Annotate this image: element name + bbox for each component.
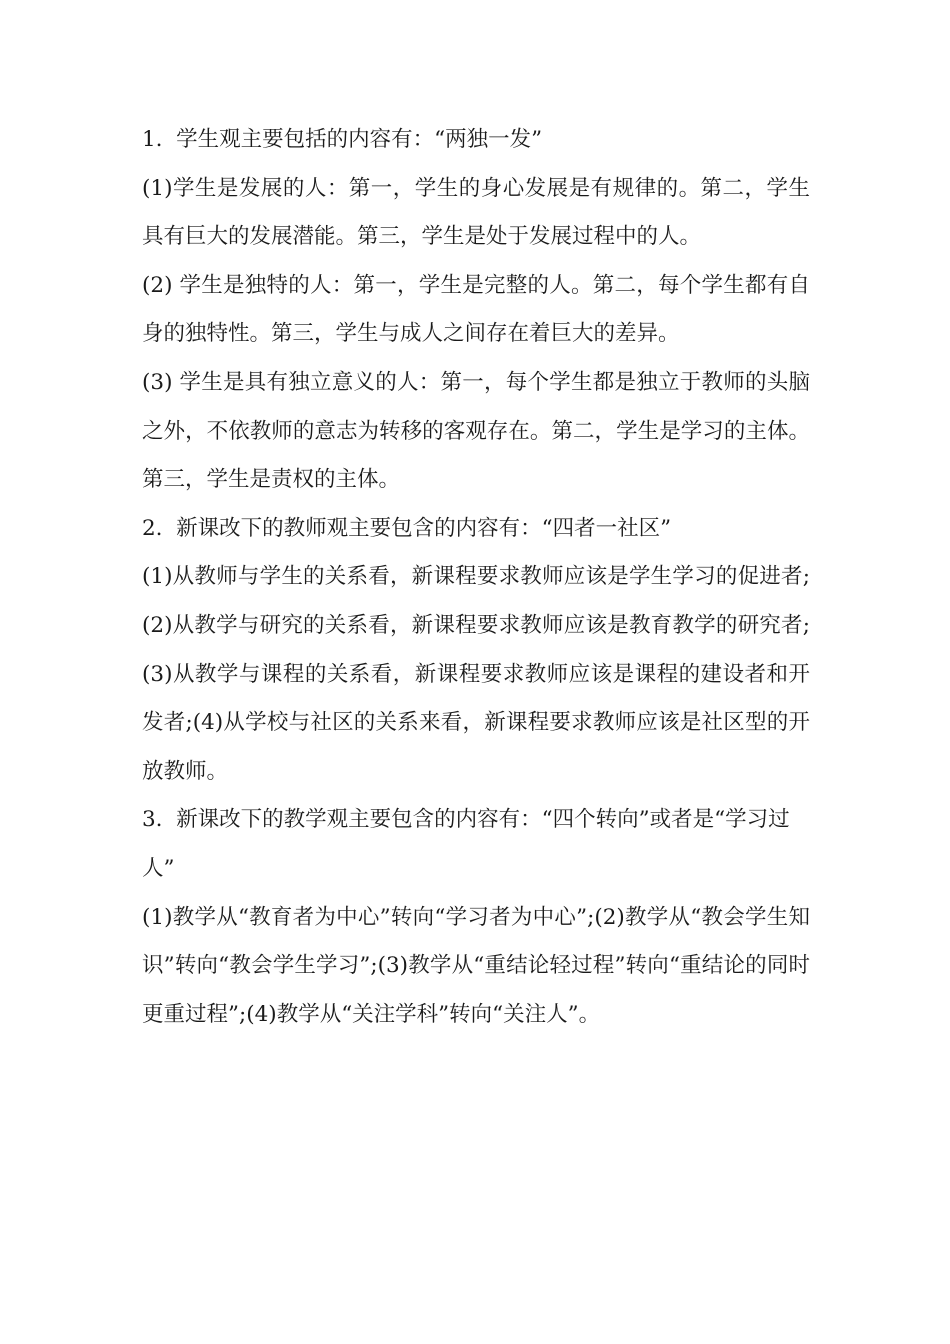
section-heading-teaching-view: 3. 新课改下的教学观主要包含的内容有：“四个转向”或者是“学习过人”: [142, 807, 790, 881]
paragraph-teacher-roles: (1)从教师与学生的关系看，新课程要求教师应该是学生学习的促进者;(2)从教学与研究的关系看，新课程要求教师应该是教育教学的研究者;(3)从教学与课程的关系看，新课程要求教师应该是课程的建设者和开发者;(4)从学校与社区的关系来看，新课程要求教师应该是社区型的开放教师。: [142, 564, 810, 784]
paragraph-student-uniqueness: (2) 学生是独特的人：第一，学生是完整的人。第二，每个学生都有自身的独特性。第三，学生与成人之间存在着巨大的差异。: [142, 272, 810, 347]
section-heading-teacher-view: 2. 新课改下的教师观主要包含的内容有：“四者一社区”: [142, 515, 672, 541]
paragraph-student-independence: (3) 学生是具有独立意义的人：第一，每个学生都是独立于教师的头脑之外，不依教师的意志为转移的客观存在。第二，学生是学习的主体。第三，学生是责权的主体。: [142, 369, 810, 493]
document-page: [142, 116, 810, 1039]
section-heading-student-view: 1. 学生观主要包括的内容有：“两独一发”: [142, 127, 543, 152]
paragraph-student-development: (1)学生是发展的人：第一，学生的身心发展是有规律的。第二，学生具有巨大的发展潜能。第三，学生是处于发展过程中的人。: [142, 175, 810, 250]
paragraph-teaching-shifts: (1)教学从“教育者为中心”转向“学习者为中心”;(2)教学从“教会学生知识”转向“教会学生学习”;(3)教学从“重结论轻过程”转向“重结论的同时更重过程”;(4)教学从“关注学科”转向“关注人”。: [142, 904, 810, 1027]
